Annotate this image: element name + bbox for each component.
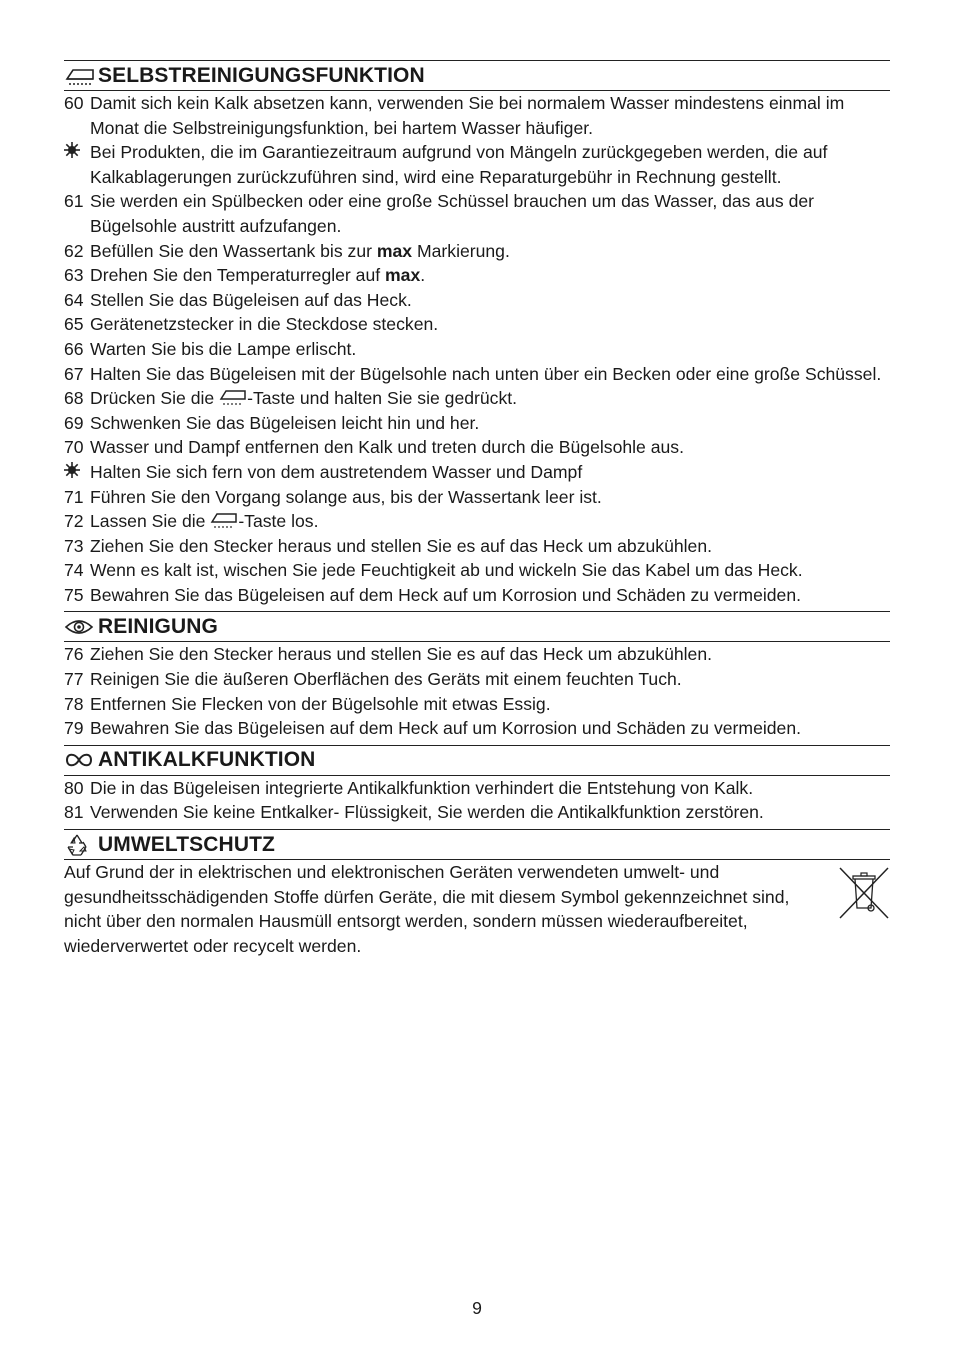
list-item — [64, 558, 890, 583]
item-text-pre: Befüllen Sie den Wassertank bis zur — [90, 240, 377, 261]
list-item — [64, 411, 890, 436]
item-number: 64 — [64, 289, 84, 310]
item-number: 70 — [64, 437, 84, 458]
item-text: Bewahren Sie das Bügeleisen auf dem Heck auf um Korrosion und Schäden zu vermeiden. — [90, 718, 802, 739]
item-number: 73 — [64, 535, 84, 556]
item-text: Ziehen Sie den Stecker heraus und stellen Sie es auf das Heck um abzukühlen. — [90, 644, 713, 665]
item-text: Bewahren Sie das Bügeleisen auf dem Heck auf um Korrosion und Schäden zu vermeiden. — [90, 584, 802, 605]
item-text: Wasser und Dampf entfernen den Kalk und treten durch die Bügelsohle aus. — [90, 437, 684, 458]
item-text-post: -Taste und halten Sie sie gedrückt. — [247, 388, 518, 409]
item-number: 79 — [64, 718, 84, 739]
list-item — [64, 583, 890, 608]
item-number: 76 — [64, 644, 84, 665]
item-number: 75 — [64, 584, 84, 605]
item-text — [90, 263, 890, 288]
list-item — [64, 534, 890, 559]
list-item — [64, 485, 890, 510]
list-item — [64, 91, 890, 140]
item-text-pre: Drücken Sie die — [90, 388, 220, 409]
item-text: Halten Sie sich fern von dem austretendem Wasser und Dampf — [90, 461, 583, 482]
item-text-bold: max — [376, 240, 413, 261]
item-text: Reinigen Sie die äußeren Oberflächen des Geräts mit einem feuchten Tuch. — [90, 669, 682, 690]
item-number: 78 — [64, 693, 84, 714]
list-item — [64, 386, 890, 411]
item-text — [90, 239, 890, 264]
list-item — [64, 776, 890, 801]
instruction-list — [64, 776, 890, 825]
item-text-bold: max — [385, 265, 421, 286]
item-text: Bei Produkten, die im Garantiezeitraum aufgrund von Mängeln zurückgegeben werden, die auf Kalkablagerungen zurückzuführen sind, wird eine Reparaturgebühr in Rechnung gestellt. — [90, 142, 828, 187]
instruction-list — [64, 642, 890, 740]
crossed-bin-icon — [838, 866, 890, 920]
item-number: 68 — [64, 388, 84, 409]
recycle-icon — [64, 833, 98, 857]
instruction-list — [64, 91, 890, 607]
item-text: Führen Sie den Vorgang solange aus, bis der Wassertank leer ist. — [90, 486, 602, 507]
item-number: 72 — [64, 511, 84, 532]
item-text: Ziehen Sie den Stecker heraus und stellen Sie es auf das Heck um abzukühlen. — [90, 535, 713, 556]
list-item — [64, 189, 890, 238]
eye-icon — [64, 615, 98, 639]
list-item — [64, 460, 890, 485]
item-number: 61 — [64, 191, 84, 212]
section-title: ANTIKALKFUNKTION — [98, 748, 316, 772]
manual-page — [64, 60, 890, 958]
list-item — [64, 288, 890, 313]
item-text-post: -Taste los. — [238, 511, 319, 532]
item-text: Sie werden ein Spülbecken oder eine große Schüssel brauchen um das Wasser, das aus der Bügelsohle austritt aufzufangen. — [90, 191, 815, 236]
item-text-post: Markierung. — [412, 240, 510, 261]
item-number: 80 — [64, 777, 84, 798]
section-header-umweltschutz — [64, 829, 890, 860]
self-clean-button-icon — [210, 511, 238, 531]
warning-icon — [64, 460, 90, 485]
section-title: UMWELTSCHUTZ — [98, 832, 275, 856]
self-clean-iron-icon — [64, 64, 98, 88]
item-number: 71 — [64, 486, 84, 507]
item-text — [90, 509, 890, 534]
item-number: 69 — [64, 412, 84, 433]
infinity-icon — [64, 748, 98, 772]
item-text-pre: Drehen Sie den Temperaturregler auf — [90, 265, 386, 286]
item-number: 65 — [64, 314, 84, 335]
list-item — [64, 800, 890, 825]
item-number: 63 — [64, 265, 84, 286]
section-header-reinigung — [64, 611, 890, 642]
list-item — [64, 140, 890, 189]
list-item — [64, 509, 890, 534]
item-text: Gerätenetzstecker in die Steckdose stecken. — [90, 314, 439, 335]
item-number: 67 — [64, 363, 84, 384]
page-number: 9 — [472, 1298, 482, 1318]
item-text-pre: Lassen Sie die — [90, 511, 211, 532]
list-item — [64, 692, 890, 717]
list-item — [64, 312, 890, 337]
item-text-post: . — [420, 265, 426, 286]
list-item — [64, 435, 890, 460]
list-item — [64, 239, 890, 264]
list-item — [64, 716, 890, 741]
environment-text: Auf Grund der in elektrischen und elektronischen Geräten verwendeten umwelt- und gesundheitsschädigenden Stoffe dürfen Geräte, die mit diesem Symbol gekennzeichnet sind, nicht über den normalen Hausmüll entsorgt werden, sondern müssen wiederaufbereitet, wiederverwertet oder recycelt werden. — [64, 862, 790, 956]
list-item — [64, 362, 890, 387]
item-number: 66 — [64, 338, 84, 359]
item-number: 74 — [64, 560, 84, 581]
self-clean-button-icon — [219, 388, 247, 408]
section-title: SELBSTREINIGUNGSFUNKTION — [98, 63, 425, 87]
list-item — [64, 667, 890, 692]
item-text: Warten Sie bis die Lampe erlischt. — [90, 338, 357, 359]
item-number: 77 — [64, 669, 84, 690]
item-number: 81 — [64, 802, 84, 823]
item-number: 60 — [64, 93, 84, 113]
item-text: Stellen Sie das Bügeleisen auf das Heck. — [90, 289, 412, 310]
item-text: Entfernen Sie Flecken von der Bügelsohle mit etwas Essig. — [90, 693, 551, 714]
list-item — [64, 263, 890, 288]
list-item — [64, 337, 890, 362]
list-item — [64, 642, 890, 667]
environment-notice — [64, 860, 890, 958]
section-header-selbstreinigung — [64, 60, 890, 91]
item-text — [90, 386, 890, 411]
item-text: Damit sich kein Kalk absetzen kann, verwenden Sie bei normalem Wasser mindestens einmal im Monat die Selbstreinigungsfunktion, bei hartem Wasser häufiger. — [90, 93, 845, 138]
item-text: Wenn es kalt ist, wischen Sie jede Feuchtigkeit ab und wickeln Sie das Kabel um das Heck. — [90, 560, 803, 581]
section-header-antikalk — [64, 745, 890, 776]
section-title: REINIGUNG — [98, 614, 218, 638]
item-text: Verwenden Sie keine Entkalker- Flüssigkeit, Sie werden die Antikalkfunktion zerstören. — [90, 802, 764, 823]
item-text: Halten Sie das Bügeleisen mit der Bügelsohle nach unten über ein Becken oder eine große Schüssel. — [90, 363, 882, 384]
item-number: 62 — [64, 240, 84, 261]
item-text: Schwenken Sie das Bügeleisen leicht hin und her. — [90, 412, 480, 433]
warning-icon — [64, 140, 90, 189]
item-text: Die in das Bügeleisen integrierte Antikalkfunktion verhindert die Entstehung von Kalk. — [90, 777, 754, 798]
